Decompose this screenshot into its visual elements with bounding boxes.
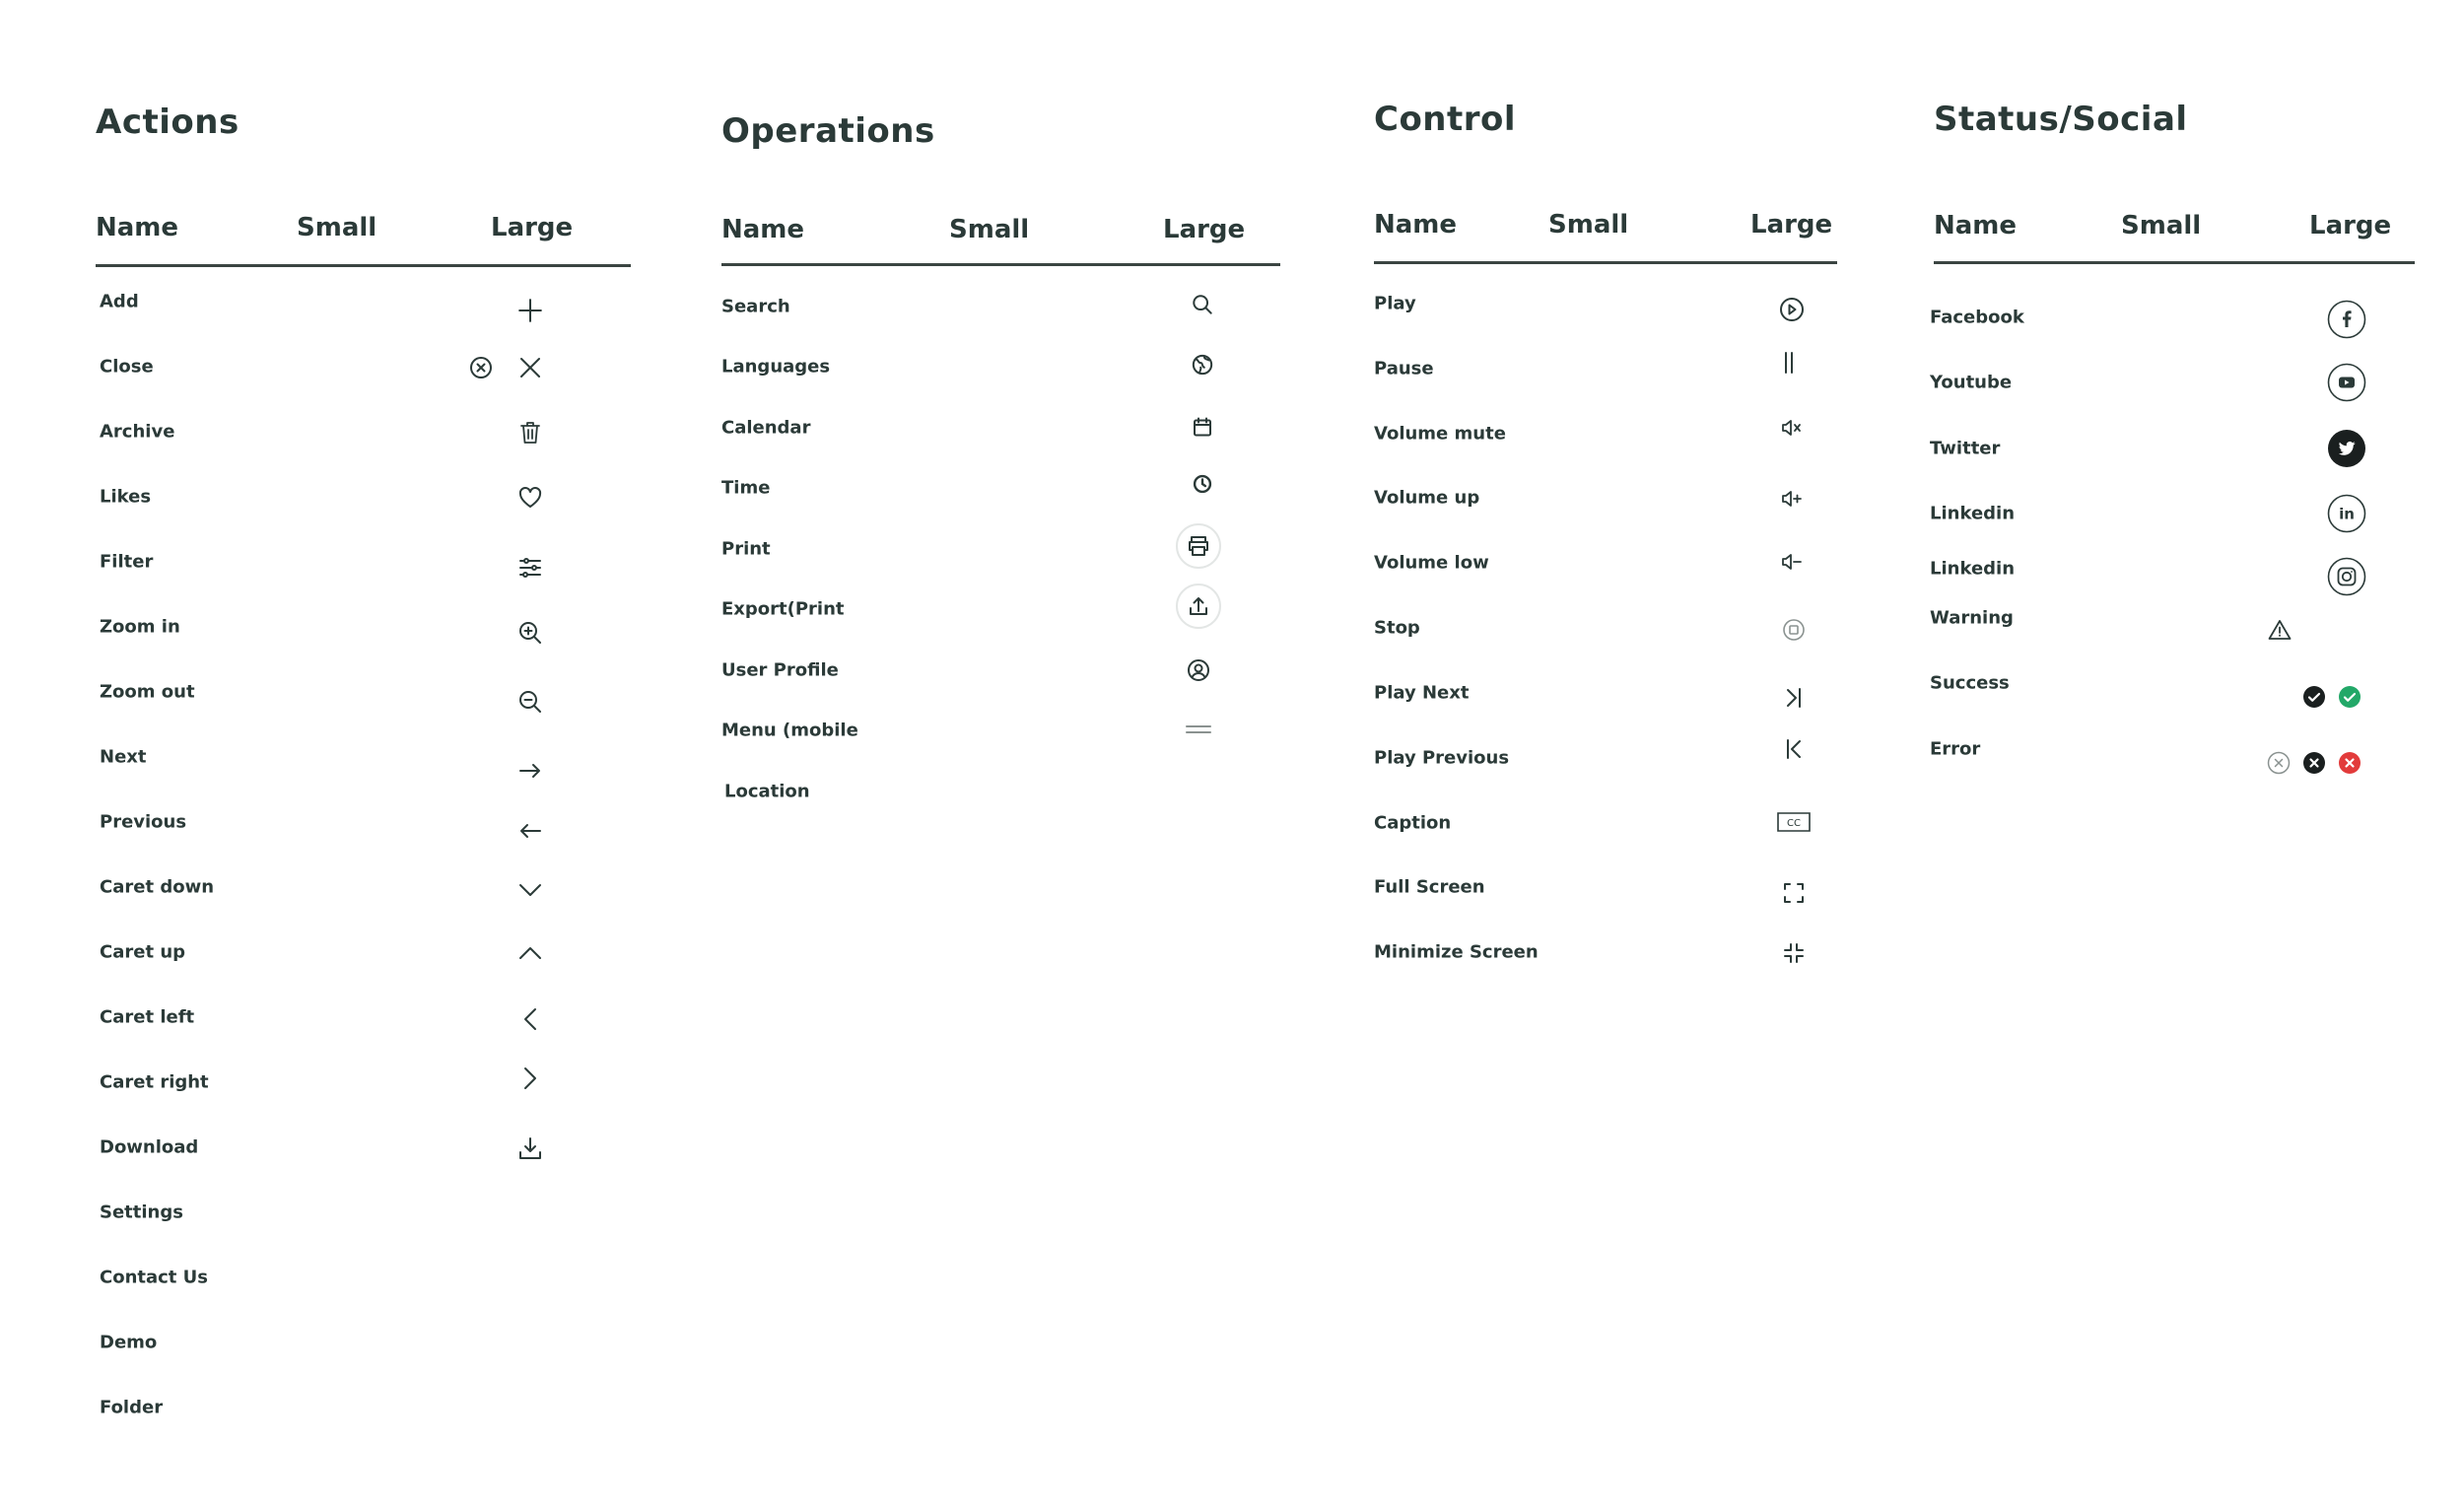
chevron-up-icon: [518, 946, 542, 960]
globe-icon: [1192, 354, 1213, 376]
close-circle-icon: [469, 356, 493, 379]
status-social-row-name: Facebook: [1930, 307, 2024, 328]
operations-row-name: Menu (mobile: [721, 720, 858, 741]
control-row-name: Volume mute: [1374, 423, 1506, 445]
control-header-large: Large: [1750, 210, 1833, 240]
actions-title: Actions: [96, 103, 240, 142]
control-header-small: Small: [1548, 210, 1629, 240]
actions-row-name: Archive: [100, 421, 175, 443]
actions-row-name: Contact Us: [100, 1267, 209, 1288]
error-outline-icon: [2267, 751, 2291, 775]
actions-row-name: Previous: [100, 811, 187, 833]
control-row-name: Full Screen: [1374, 876, 1485, 898]
control-row-name: Caption: [1374, 812, 1452, 834]
search-icon: [1192, 294, 1213, 315]
operations-row-name: Export(Print: [721, 598, 845, 620]
menu-icon: [1186, 723, 1211, 735]
volume-low-icon: [1781, 553, 1803, 571]
success-green-icon: [2338, 685, 2361, 709]
control-row-name: Volume low: [1374, 552, 1489, 574]
heart-icon: [518, 487, 542, 509]
svg-text:in: in: [2339, 505, 2355, 523]
status-social-row-name: Success: [1930, 672, 2010, 694]
trash-icon: [519, 421, 541, 445]
caption-badge-text: CC: [1787, 818, 1801, 829]
operations-row-name: Print: [721, 538, 771, 560]
success-dark-icon: [2302, 685, 2326, 709]
actions-row-name: Caret right: [100, 1071, 209, 1093]
actions-row-name: Likes: [100, 486, 152, 508]
actions-row-name: Folder: [100, 1397, 164, 1418]
status-social-divider: [1934, 261, 2415, 264]
control-row-name: Play: [1374, 293, 1416, 314]
actions-row-name: Zoom out: [100, 681, 195, 703]
plus-icon: [517, 298, 543, 323]
fullscreen-icon: [1783, 882, 1805, 904]
operations-title: Operations: [721, 111, 935, 151]
operations-row-name: Languages: [721, 356, 831, 378]
operations-header-large: Large: [1163, 215, 1246, 244]
status-social-row-name: Youtube: [1930, 372, 2013, 393]
operations-row-name: Location: [724, 781, 810, 802]
chevron-left-icon: [523, 1007, 537, 1031]
status-social-row-name: Linkedin: [1930, 558, 2016, 580]
actions-divider: [96, 264, 631, 267]
operations-row-name: Time: [721, 477, 771, 499]
zoom-out-icon: [518, 690, 542, 714]
pause-icon: [1783, 352, 1795, 374]
chevron-right-icon: [523, 1066, 537, 1090]
youtube-icon: [2327, 363, 2366, 402]
clock-icon: [1193, 474, 1212, 494]
filter-sliders-icon: [518, 558, 542, 578]
actions-row-name: Filter: [100, 551, 154, 573]
control-row-name: Pause: [1374, 358, 1434, 379]
actions-header-small: Small: [297, 213, 377, 242]
export-icon: [1175, 583, 1222, 630]
actions-row-name: Caret up: [100, 941, 186, 963]
control-row-name: Minimize Screen: [1374, 941, 1539, 963]
status-social-header-small: Small: [2121, 211, 2202, 241]
print-icon: [1175, 522, 1222, 570]
stop-icon: [1782, 618, 1806, 642]
calendar-icon: [1193, 417, 1212, 437]
status-social-row-name: Error: [1930, 738, 1981, 760]
error-dark-icon: [2302, 751, 2326, 775]
operations-header-small: Small: [949, 215, 1030, 244]
play-icon: [1779, 297, 1805, 322]
actions-row-name: Zoom in: [100, 616, 180, 638]
operations-header-name: Name: [721, 215, 805, 244]
status-social-header-large: Large: [2309, 211, 2392, 241]
caption-icon: [1777, 812, 1811, 832]
play-previous-icon: [1785, 738, 1803, 760]
zoom-in-icon: [518, 621, 542, 645]
status-social-header-name: Name: [1934, 211, 2018, 241]
download-icon: [518, 1136, 542, 1160]
arrow-right-icon: [518, 763, 542, 779]
actions-row-name: Demo: [100, 1332, 158, 1353]
control-title: Control: [1374, 100, 1517, 139]
actions-header-large: Large: [491, 213, 574, 242]
control-header-name: Name: [1374, 210, 1458, 240]
control-divider: [1374, 261, 1837, 264]
facebook-icon: [2327, 300, 2366, 339]
actions-row-name: Caret left: [100, 1006, 195, 1028]
warning-icon: [2268, 619, 2292, 641]
arrow-left-icon: [518, 823, 542, 839]
volume-up-icon: [1781, 490, 1803, 508]
chevron-down-icon: [518, 883, 542, 897]
instagram-icon: [2327, 557, 2366, 596]
control-row-name: Play Next: [1374, 682, 1470, 704]
minimize-screen-icon: [1783, 942, 1805, 964]
operations-row-name: Search: [721, 296, 790, 317]
play-next-icon: [1785, 687, 1803, 709]
operations-divider: [721, 263, 1280, 266]
status-social-title: Status/Social: [1934, 100, 2188, 139]
actions-row-name: Next: [100, 746, 147, 768]
operations-row-name: User Profile: [721, 659, 839, 681]
actions-row-name: Close: [100, 356, 154, 378]
linkedin-icon: [2327, 494, 2366, 533]
actions-row-name: Download: [100, 1136, 199, 1158]
operations-row-name: Calendar: [721, 417, 811, 439]
error-red-icon: [2338, 751, 2361, 775]
actions-row-name: Add: [100, 291, 139, 312]
user-profile-icon: [1187, 658, 1210, 682]
control-row-name: Stop: [1374, 617, 1420, 639]
actions-row-name: Settings: [100, 1202, 183, 1223]
twitter-icon: [2327, 429, 2366, 468]
actions-row-name: Caret down: [100, 876, 215, 898]
actions-header-name: Name: [96, 213, 179, 242]
status-social-row-name: Linkedin: [1930, 503, 2016, 524]
status-social-row-name: Warning: [1930, 607, 2014, 629]
status-social-row-name: Twitter: [1930, 438, 2001, 459]
close-icon: [518, 356, 542, 379]
control-row-name: Play Previous: [1374, 747, 1510, 769]
volume-mute-icon: [1781, 419, 1803, 437]
control-row-name: Volume up: [1374, 487, 1480, 509]
